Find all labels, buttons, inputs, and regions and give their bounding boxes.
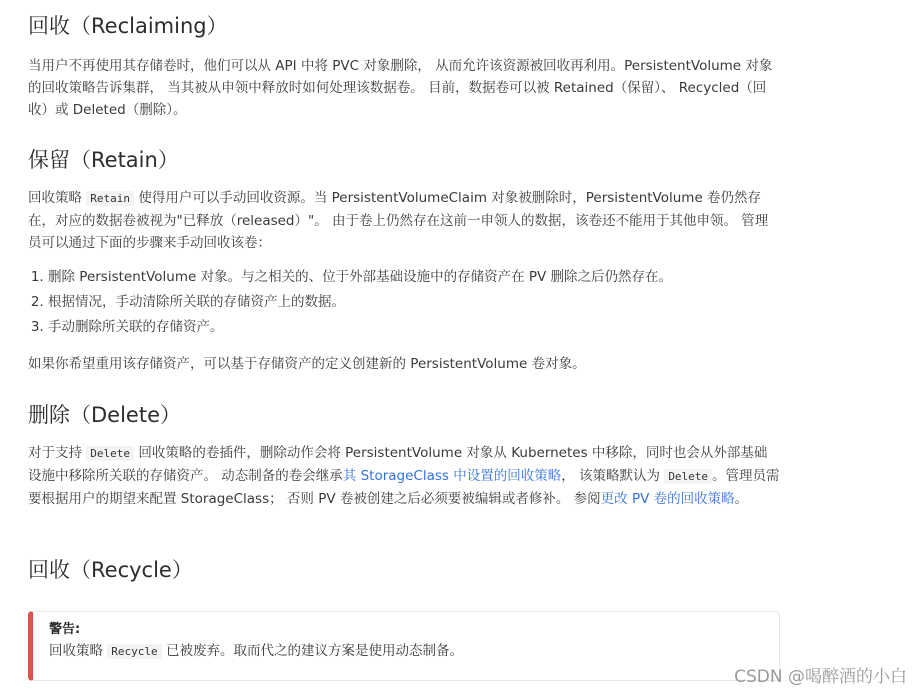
- text: 回收策略: [28, 190, 87, 206]
- warning-title: 警告:: [49, 622, 81, 637]
- list-item: 3. 手动删除所关联的存储资产。: [48, 315, 800, 340]
- paragraph-reclaiming: 当用户不再使用其存储卷时，他们可以从 API 中将 PVC 对象删除， 从而允许该资源被回收再利用。PersistentVolume 对象的回收策略告诉集群， 当其被从申领中释放时如何处理该数据卷。 目前，数据卷可以被 Retained（保留）、 Recycled（回收）或 Deleted（删除）。: [28, 58, 773, 118]
- link-change-pv-policy[interactable]: 更改 PV 卷的回收策略: [600, 491, 735, 507]
- text: 。: [734, 491, 749, 507]
- text: ， 该策略默认为: [561, 468, 665, 484]
- heading-retain: 保留（Retain）: [28, 148, 179, 172]
- list-item: 2. 根据情况，手动清除所关联的存储资产上的数据。: [48, 290, 800, 315]
- warning-body: [49, 640, 779, 663]
- text: 对于支持: [28, 445, 87, 461]
- text: 使得用户可以手动回收资源。当 PersistentVolumeClaim 对象被删除时，PersistentVolume 卷仍然存在，对应的数据卷被视为"已释放（released）"。 由于卷上仍然存在这前一申领人的数据，该卷还不能用于其他申领。 管理员可以通过下面的步骤来手动回收该卷：: [28, 190, 769, 251]
- heading-recycle: 回收（Recycle）: [28, 558, 193, 582]
- link-storageclass-policy[interactable]: 其 StorageClass 中设置的回收策略: [342, 468, 562, 484]
- code-retain: Retain: [86, 191, 134, 206]
- list-item: 1. 删除 PersistentVolume 对象。与之相关的、位于外部基础设施中的存储资产在 PV 删除之后仍然存在。: [48, 265, 800, 290]
- paragraph-retain: [28, 187, 780, 254]
- text: 回收策略: [49, 643, 108, 659]
- code-delete: Delete: [86, 446, 134, 461]
- text: 已被废弃。取而代之的建议方案是使用动态制备。: [161, 643, 463, 659]
- code-recycle: Recycle: [107, 644, 161, 659]
- heading-delete: 删除（Delete）: [28, 403, 181, 427]
- retain-steps-list: [28, 265, 800, 340]
- paragraph-reuse: 如果你希望重用该存储资产，可以基于存储资产的定义创建新的 PersistentVolume 卷对象。: [28, 356, 586, 372]
- text: 回收策略的卷插件，删除动作会将 PersistentVolume 对象从 Kubernetes 中移除，同时也会从外部基础设施中移除所关联的存储资产。 动态制备的卷会继承: [28, 445, 768, 484]
- watermark: CSDN @喝醉酒的小白: [734, 667, 907, 687]
- code-delete-default: Delete: [664, 469, 712, 484]
- paragraph-delete: [28, 442, 780, 510]
- text: 。管理员需要根据用户的期望来配置 StorageClass； 否则 PV 卷被创建之后必须要被编辑或者修补。 参阅: [28, 468, 780, 507]
- warning-callout: [28, 611, 780, 681]
- heading-reclaiming: 回收（Reclaiming）: [28, 14, 228, 38]
